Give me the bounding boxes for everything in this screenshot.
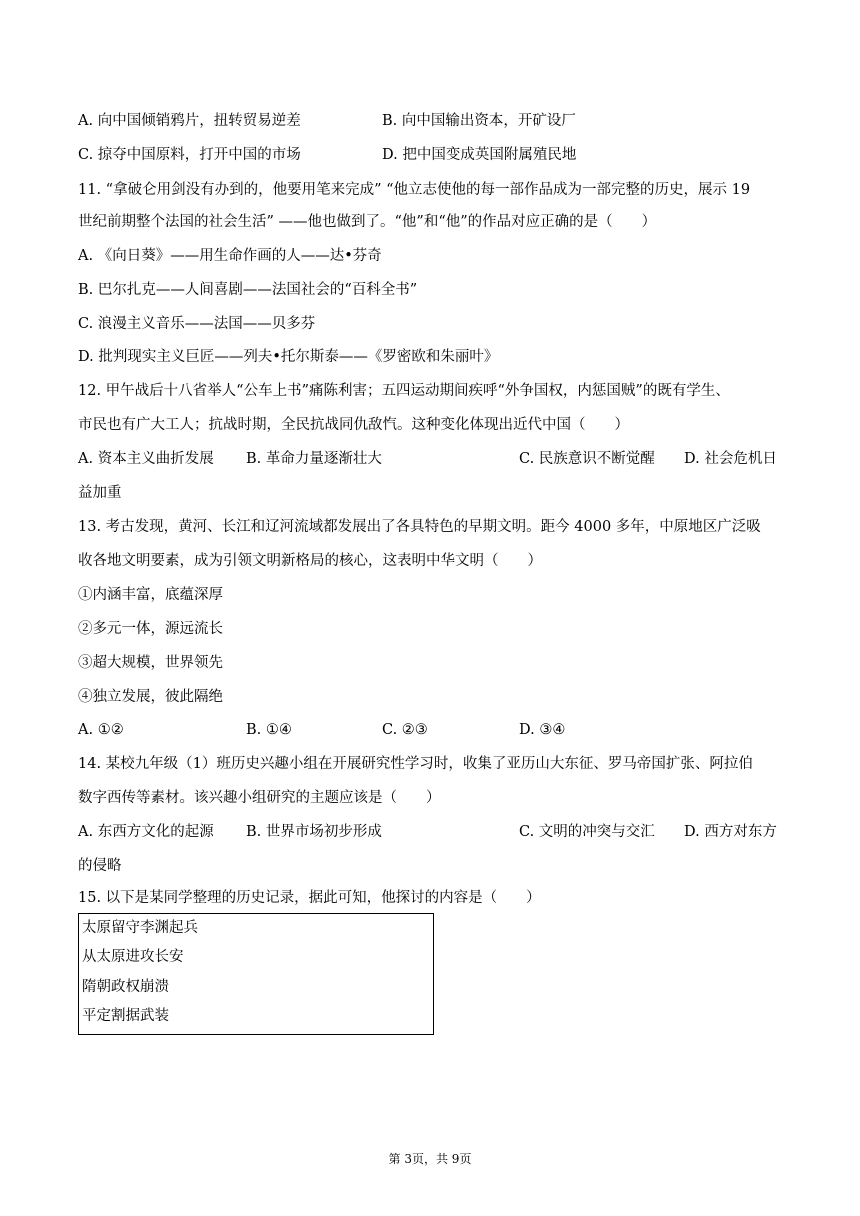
q14-option-d-continued: 的侵略 [78, 858, 122, 874]
q15-record-box [78, 913, 434, 1035]
record-line: 太原留守李渊起兵 [82, 920, 198, 936]
q13-item-2: ②多元一体，源远流长 [78, 621, 223, 637]
q12-option-b: B. 革命力量逐渐壮大 [246, 451, 382, 467]
q11-option-a: A. 《向日葵》——用生命作画的人——达•芬奇 [78, 248, 382, 264]
q12-option-a: A. 资本主义曲折发展 [78, 451, 214, 467]
page-footer: 第 3页，共 9页 [388, 1152, 472, 1166]
q13-option-b: B. ①④ [246, 722, 292, 738]
q13-item-4: ④独立发展，彼此隔绝 [78, 689, 223, 705]
q12-option-c: C. 民族意识不断觉醒 [519, 451, 655, 467]
q13-option-a: A. ①② [78, 722, 124, 738]
q13-stem-line1: 13. 考古发现，黄河、长江和辽河流域都发展出了各具特色的早期文明。距今 4000 多年，中原地区广泛吸 [78, 519, 761, 535]
q12-stem-line2: 市民也有广大工人；抗战时期，全民抗战同仇敌忾。这种变化体现出近代中国（ ） [78, 417, 629, 433]
record-line: 平定割据武装 [82, 1008, 169, 1024]
q14-stem-line1: 14. 某校九年级（1）班历史兴趣小组在开展研究性学习时，收集了亚历山大东征、罗马帝国扩张、阿拉伯 [78, 756, 753, 772]
record-line: 隋朝政权崩溃 [82, 979, 169, 995]
q10-option-a: A. 向中国倾销鸦片，扭转贸易逆差 [78, 113, 301, 129]
q13-item-1: ①内涵丰富，底蕴深厚 [78, 587, 223, 603]
q11-option-b: B. 巴尔扎克——人间喜剧——法国社会的“百科全书” [78, 282, 418, 298]
q11-stem-line2: 世纪前期整个法国的社会生活” ——他也做到了。“他”和“他”的作品对应正确的是（ ） [78, 214, 657, 230]
record-line: 从太原进攻长安 [82, 949, 184, 965]
q13-option-c: C. ②③ [382, 722, 428, 738]
q12-option-d: D. 社会危机日 [684, 451, 777, 467]
q13-item-3: ③超大规模，世界领先 [78, 655, 223, 671]
q13-option-d: D. ③④ [519, 722, 566, 738]
q10-option-c: C. 掠夺中国原料，打开中国的市场 [78, 147, 301, 163]
q14-option-b: B. 世界市场初步形成 [246, 824, 382, 840]
q13-stem-line2: 收各地文明要素，成为引领文明新格局的核心，这表明中华文明（ ） [78, 553, 542, 569]
q11-option-d: D. 批判现实主义巨匠——列夫•托尔斯泰——《罗密欧和朱丽叶》 [78, 349, 499, 365]
q10-option-d: D. 把中国变成英国附属殖民地 [382, 147, 577, 163]
q12-stem-line1: 12. 甲午战后十八省举人“公车上书”痛陈利害；五四运动期间疾呼“外争国权，内惩国贼”的既有学生、 [78, 383, 730, 399]
q12-option-d-continued: 益加重 [78, 485, 122, 501]
q11-option-c: C. 浪漫主义音乐——法国——贝多芬 [78, 316, 316, 332]
q11-stem-line1: 11. “拿破仑用剑没有办到的，他要用笔来完成” “他立志使他的每一部作品成为一部完整的历史，展示 19 [78, 182, 751, 198]
q10-option-b: B. 向中国输出资本，开矿设厂 [382, 113, 576, 129]
q14-option-a: A. 东西方文化的起源 [78, 824, 214, 840]
q14-option-c: C. 文明的冲突与交汇 [519, 824, 655, 840]
q14-stem-line2: 数字西传等素材。该兴趣小组研究的主题应该是（ ） [78, 790, 441, 806]
q14-option-d: D. 西方对东方 [684, 824, 777, 840]
q15-stem: 15. 以下是某同学整理的历史记录，据此可知，他探讨的内容是（ ） [78, 890, 541, 906]
